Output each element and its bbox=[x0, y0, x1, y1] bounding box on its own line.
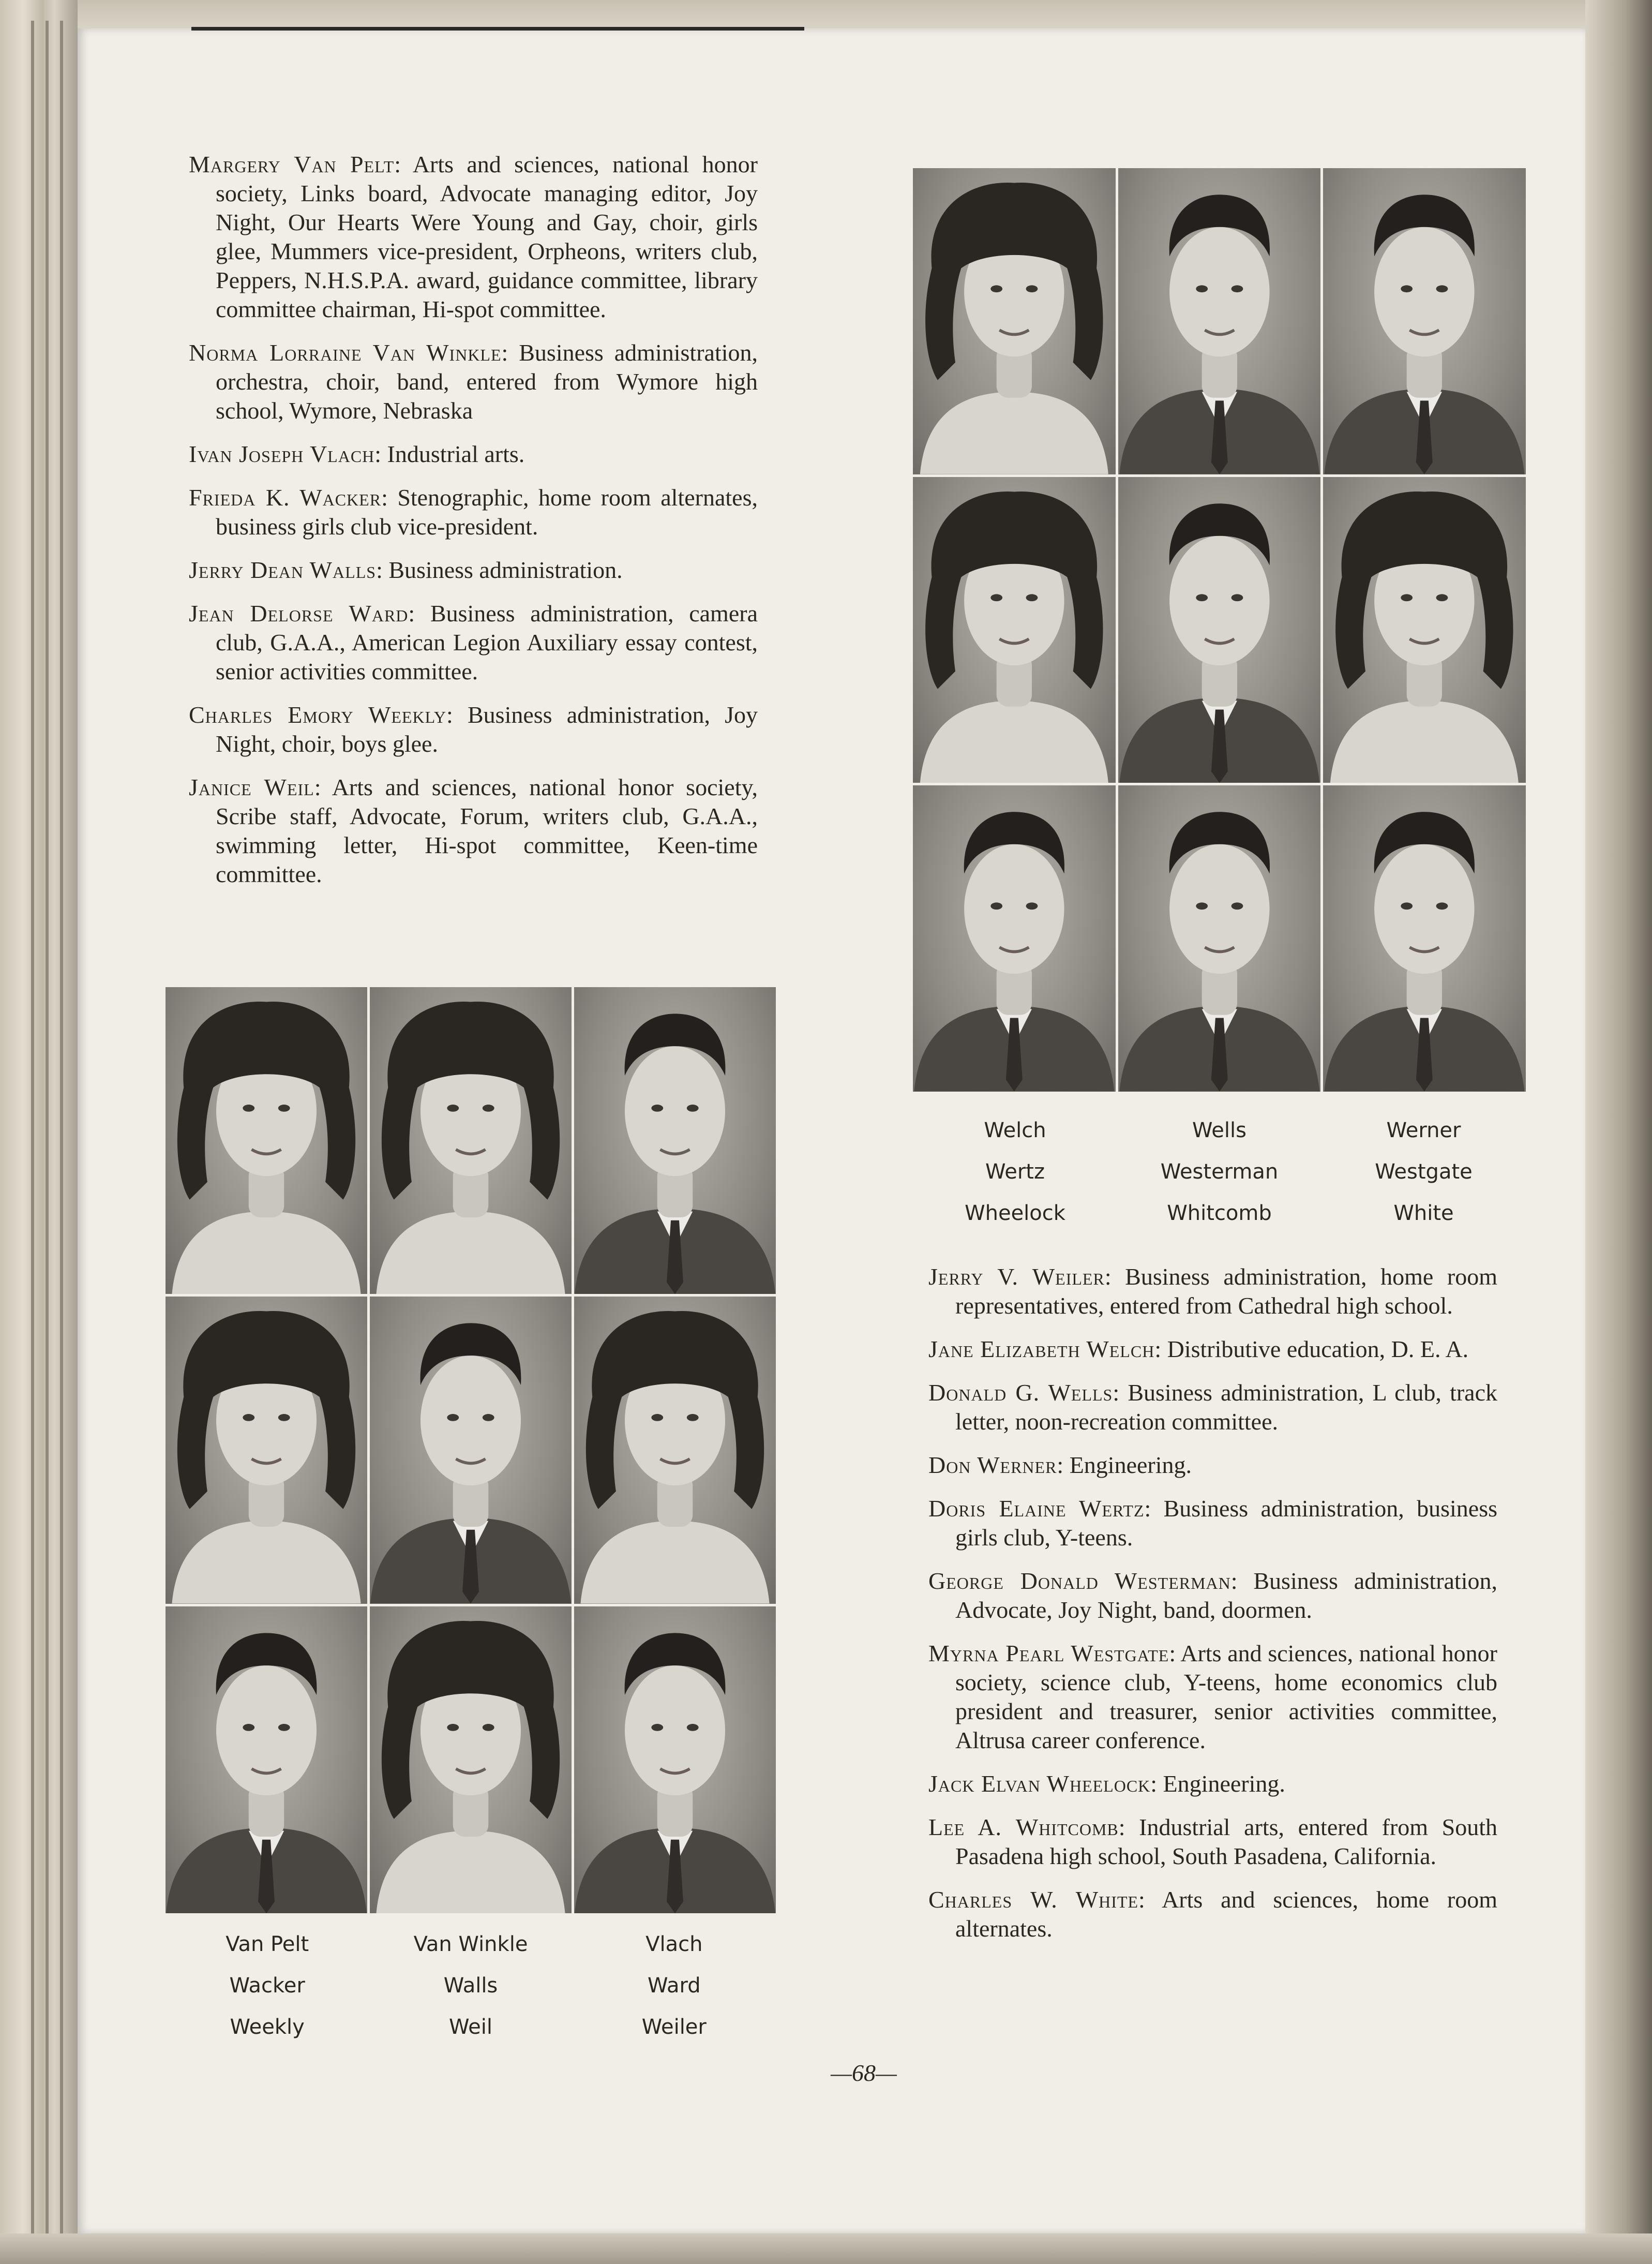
portrait-caption: Vlach bbox=[645, 1932, 703, 1956]
portrait-caption: Walls bbox=[443, 1974, 498, 1998]
bio-text: : Business administration, orchestra, choir, band, entered from Wymore high school, Wymore, Nebraska bbox=[216, 339, 758, 424]
portrait-caption: Van Pelt bbox=[226, 1932, 309, 1956]
page-number: —68— bbox=[831, 2060, 897, 2086]
bio-text: : Business administration, L club, track letter, noon-recreation committee. bbox=[955, 1379, 1497, 1435]
bio-list-left bbox=[189, 150, 758, 903]
bio-text: : Engineering. bbox=[1057, 1452, 1192, 1478]
bio-entry bbox=[928, 1639, 1497, 1755]
book-binding bbox=[0, 0, 78, 2264]
bio-name: Jane Elizabeth Welch bbox=[928, 1336, 1155, 1362]
bio-text: : Industrial arts. bbox=[374, 441, 525, 467]
bio-name: George Donald Westerman bbox=[928, 1568, 1231, 1594]
portrait-grid-left bbox=[166, 987, 776, 1913]
bio-text: : Engineering. bbox=[1150, 1770, 1285, 1797]
portrait-photo bbox=[1323, 785, 1526, 1092]
bio-text: : Business administration, Advocate, Joy Night, band, doormen. bbox=[955, 1568, 1497, 1623]
portrait-photo bbox=[1118, 477, 1321, 783]
bio-entry bbox=[189, 701, 758, 758]
bio-entry bbox=[189, 556, 758, 585]
portrait-photo bbox=[1323, 477, 1526, 783]
portrait-photo bbox=[370, 1297, 572, 1603]
portrait-photo bbox=[1118, 168, 1321, 474]
bio-name: Janice Weil bbox=[189, 774, 314, 800]
bio-text: : Arts and sciences, national honor society, Scribe staff, Advocate, Forum, writers club, G.A.A., swimming letter, Hi-spot committee, Keen-time committee. bbox=[216, 774, 758, 887]
bio-entry bbox=[189, 440, 758, 469]
bio-name: Margery Van Pelt bbox=[189, 151, 395, 177]
bio-name: Jerry Dean Walls bbox=[189, 557, 377, 583]
portrait-photo bbox=[370, 987, 572, 1294]
caption-grid-right bbox=[913, 1119, 1526, 1225]
portrait-caption: Weil bbox=[448, 2015, 493, 2039]
portrait-photo bbox=[913, 785, 1116, 1092]
page-edge-top bbox=[0, 0, 1652, 28]
portrait-caption: Ward bbox=[648, 1974, 701, 1998]
bio-name: Jean Delorse Ward bbox=[189, 600, 409, 627]
portrait-photo bbox=[370, 1606, 572, 1913]
bio-name: Myrna Pearl Westgate bbox=[928, 1640, 1169, 1666]
bio-text: : Arts and sciences, home room alternates. bbox=[955, 1886, 1497, 1942]
portrait-photo bbox=[166, 1606, 367, 1913]
portrait-caption: Wells bbox=[1192, 1119, 1246, 1142]
bio-name: Charles W. White bbox=[928, 1886, 1139, 1913]
bio-entry bbox=[189, 338, 758, 425]
bio-entry bbox=[928, 1494, 1497, 1552]
bio-name: Lee A. Whitcomb bbox=[928, 1814, 1119, 1840]
bio-text: : Business administration, Joy Night, choir, boys glee. bbox=[216, 702, 758, 757]
portrait-caption: Westerman bbox=[1160, 1160, 1279, 1184]
portrait-photo bbox=[166, 1297, 367, 1603]
portrait-photo bbox=[574, 1606, 776, 1913]
caption-grid-left bbox=[166, 1932, 776, 2039]
portrait-photo bbox=[913, 477, 1116, 783]
portrait-caption: Wacker bbox=[229, 1974, 305, 1998]
portrait-photo bbox=[574, 987, 776, 1294]
bio-text: : Industrial arts, entered from South Pasadena high school, South Pasadena, California. bbox=[955, 1814, 1497, 1869]
bio-entry bbox=[928, 1262, 1497, 1320]
bio-entry bbox=[928, 1885, 1497, 1943]
bio-entry bbox=[189, 773, 758, 889]
bio-entry bbox=[189, 599, 758, 686]
portrait-caption: White bbox=[1393, 1201, 1454, 1225]
bio-entry bbox=[189, 483, 758, 541]
page-edge-right bbox=[1585, 0, 1652, 2264]
bio-entry bbox=[928, 1378, 1497, 1436]
portrait-caption: Welch bbox=[984, 1119, 1046, 1142]
portrait-photo bbox=[166, 987, 367, 1294]
portrait-caption: Wertz bbox=[985, 1160, 1045, 1184]
bio-text: : Business administration. bbox=[376, 557, 623, 583]
portrait-caption: Wheelock bbox=[965, 1201, 1065, 1225]
bio-list-right bbox=[928, 1262, 1497, 1958]
bio-name: Don Werner bbox=[928, 1452, 1057, 1478]
portrait-photo bbox=[574, 1297, 776, 1603]
bio-name: Ivan Joseph Vlach bbox=[189, 441, 375, 467]
portrait-caption: Whitcomb bbox=[1167, 1201, 1272, 1225]
portrait-photo bbox=[1118, 785, 1321, 1092]
bio-entry bbox=[189, 150, 758, 324]
bio-text: : Business administration, business girls club, Y-teens. bbox=[955, 1495, 1498, 1551]
page-edge-bottom bbox=[0, 2233, 1652, 2264]
bio-entry bbox=[928, 1813, 1497, 1871]
bio-entry bbox=[928, 1769, 1497, 1798]
bio-entry bbox=[928, 1451, 1497, 1480]
bio-name: Donald G. Wells bbox=[928, 1379, 1113, 1406]
bio-entry bbox=[928, 1335, 1497, 1364]
portrait-photo bbox=[913, 168, 1116, 474]
bio-name: Doris Elaine Wertz bbox=[928, 1495, 1145, 1522]
portrait-caption: Van Winkle bbox=[413, 1932, 528, 1956]
bio-name: Jack Elvan Wheelock bbox=[928, 1770, 1151, 1797]
portrait-caption: Westgate bbox=[1375, 1160, 1473, 1184]
portrait-caption: Werner bbox=[1386, 1119, 1461, 1142]
bio-name: Jerry V. Weiler bbox=[928, 1263, 1105, 1290]
bio-name: Norma Lorraine Van Winkle bbox=[189, 339, 502, 366]
portrait-grid-right bbox=[913, 168, 1526, 1092]
bio-text: : Arts and sciences, national honor society, science club, Y-teens, home economics club president and treasurer, senior activities committee, Altrusa career conference. bbox=[955, 1640, 1497, 1753]
bio-text: : Business administration, home room representatives, entered from Cathedral high school. bbox=[955, 1263, 1497, 1319]
bio-name: Charles Emory Weekly bbox=[189, 702, 447, 728]
bio-text: : Distributive education, D. E. A. bbox=[1154, 1336, 1469, 1362]
portrait-photo bbox=[1323, 168, 1526, 474]
bio-text: : Stenographic, home room alternates, business girls club vice-president. bbox=[216, 484, 758, 540]
bio-entry bbox=[928, 1567, 1497, 1625]
bio-text: : Arts and sciences, national honor society, Links board, Advocate managing editor, Joy Night, Our Hearts Were Young and Gay, choir, girls glee, Mummers vice-president, Orpheons, writers club, Peppers, N.H.S.P.A. award, guidance committee, library committee chairman, Hi-spot committee. bbox=[216, 151, 758, 322]
bio-name: Frieda K. Wacker bbox=[189, 484, 382, 511]
portrait-caption: Weekly bbox=[230, 2015, 305, 2039]
bio-text: : Business administration, camera club, G.A.A., American Legion Auxiliary essay contest, senior activities committee. bbox=[216, 600, 758, 684]
header-rule bbox=[191, 27, 804, 31]
portrait-caption: Weiler bbox=[641, 2015, 707, 2039]
